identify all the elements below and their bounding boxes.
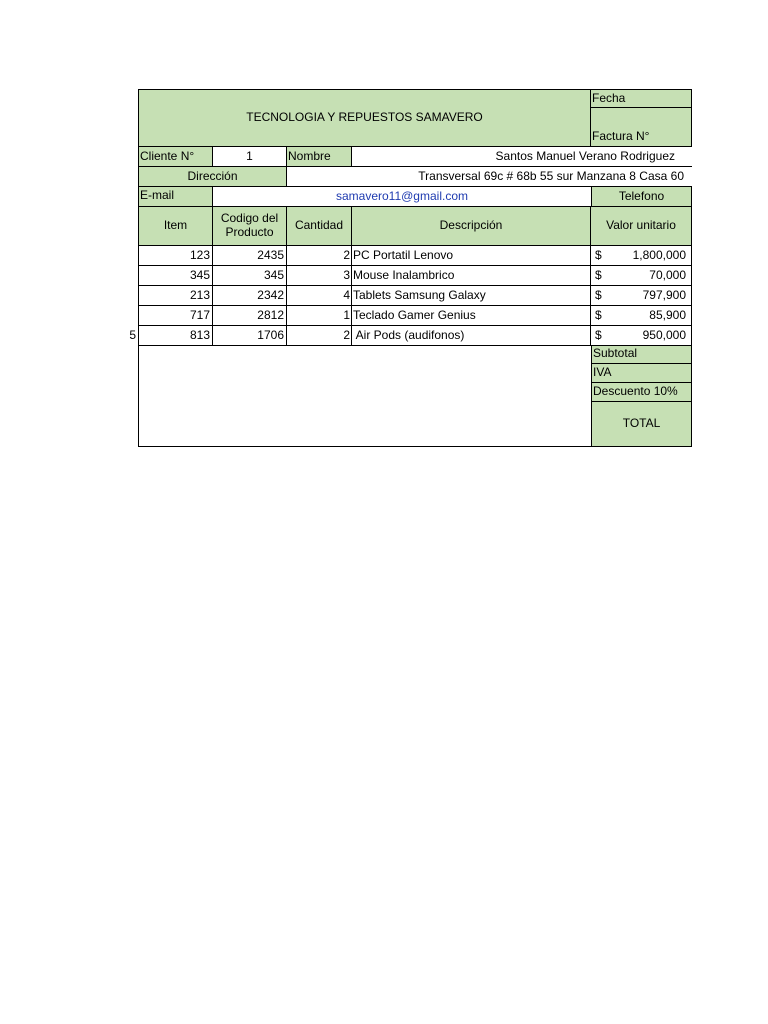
value-amount: 85,900 xyxy=(649,308,686,322)
table-row-valor xyxy=(591,306,692,326)
table-row-valor xyxy=(591,266,692,286)
table-row-cantidad: 2 xyxy=(287,246,352,266)
direccion-value: Transversal 69c # 68b 55 sur Manzana 8 Casa 60 xyxy=(287,167,692,187)
nombre-label: Nombre xyxy=(287,147,352,167)
stray-row-number: 5 xyxy=(129,328,136,342)
notes-area xyxy=(138,346,591,447)
total-label: TOTAL xyxy=(591,402,692,447)
header-item: Item xyxy=(138,207,213,246)
table-row-valor xyxy=(591,326,692,346)
table-row-codigo: 2435 xyxy=(213,246,287,266)
header-codigo: Codigo del Producto xyxy=(213,207,287,246)
iva-label: IVA xyxy=(591,364,692,383)
header-cantidad: Cantidad xyxy=(287,207,352,246)
cliente-label: Cliente N° xyxy=(138,147,213,167)
currency-symbol: $ xyxy=(595,248,602,262)
currency-symbol: $ xyxy=(595,268,602,282)
value-amount: 797,900 xyxy=(642,288,686,302)
currency-symbol: $ xyxy=(595,308,602,322)
table-row-codigo: 2342 xyxy=(213,286,287,306)
company-name: TECNOLOGIA Y REPUESTOS SAMAVERO xyxy=(138,89,591,147)
table-row-descripcion: Teclado Gamer Genius xyxy=(352,306,591,326)
table-row-item: 213 xyxy=(138,286,213,306)
telefono-label: Telefono xyxy=(591,187,692,207)
table-row-valor xyxy=(591,246,692,266)
email-link[interactable]: samavero11@gmail.com xyxy=(213,187,591,207)
table-row-item: 123 xyxy=(138,246,213,266)
table-row-descripcion: Tablets Samsung Galaxy xyxy=(352,286,591,306)
table-row-codigo: 2812 xyxy=(213,306,287,326)
email-label: E-mail xyxy=(138,187,213,207)
table-row-descripcion: Air Pods (audifonos) xyxy=(352,326,591,346)
descuento-label: Descuento 10% xyxy=(591,383,692,402)
header-valor: Valor unitario xyxy=(591,207,692,246)
table-row-codigo: 345 xyxy=(213,266,287,286)
table-row-cantidad: 4 xyxy=(287,286,352,306)
value-amount: 1,800,000 xyxy=(632,248,686,262)
table-row-descripcion: PC Portatil Lenovo xyxy=(352,246,591,266)
direccion-label: Dirección xyxy=(138,167,287,187)
value-amount: 70,000 xyxy=(649,268,686,282)
table-row-valor xyxy=(591,286,692,306)
table-row-item: 345 xyxy=(138,266,213,286)
cliente-value: 1 xyxy=(213,147,287,167)
fecha-label: Fecha xyxy=(591,89,692,108)
factura-label: Factura N° xyxy=(591,108,692,147)
table-row-item: 813 xyxy=(138,326,213,346)
nombre-value: Santos Manuel Verano Rodriguez xyxy=(352,147,692,167)
table-row-cantidad: 3 xyxy=(287,266,352,286)
table-row-codigo: 1706 xyxy=(213,326,287,346)
table-row-descripcion: Mouse Inalambrico xyxy=(352,266,591,286)
table-row-item: 717 xyxy=(138,306,213,326)
subtotal-label: Subtotal xyxy=(591,346,692,364)
currency-symbol: $ xyxy=(595,328,602,342)
value-amount: 950,000 xyxy=(642,328,686,342)
table-row-cantidad: 2 xyxy=(287,326,352,346)
table-row-cantidad: 1 xyxy=(287,306,352,326)
header-descripcion: Descripción xyxy=(352,207,591,246)
currency-symbol: $ xyxy=(595,288,602,302)
